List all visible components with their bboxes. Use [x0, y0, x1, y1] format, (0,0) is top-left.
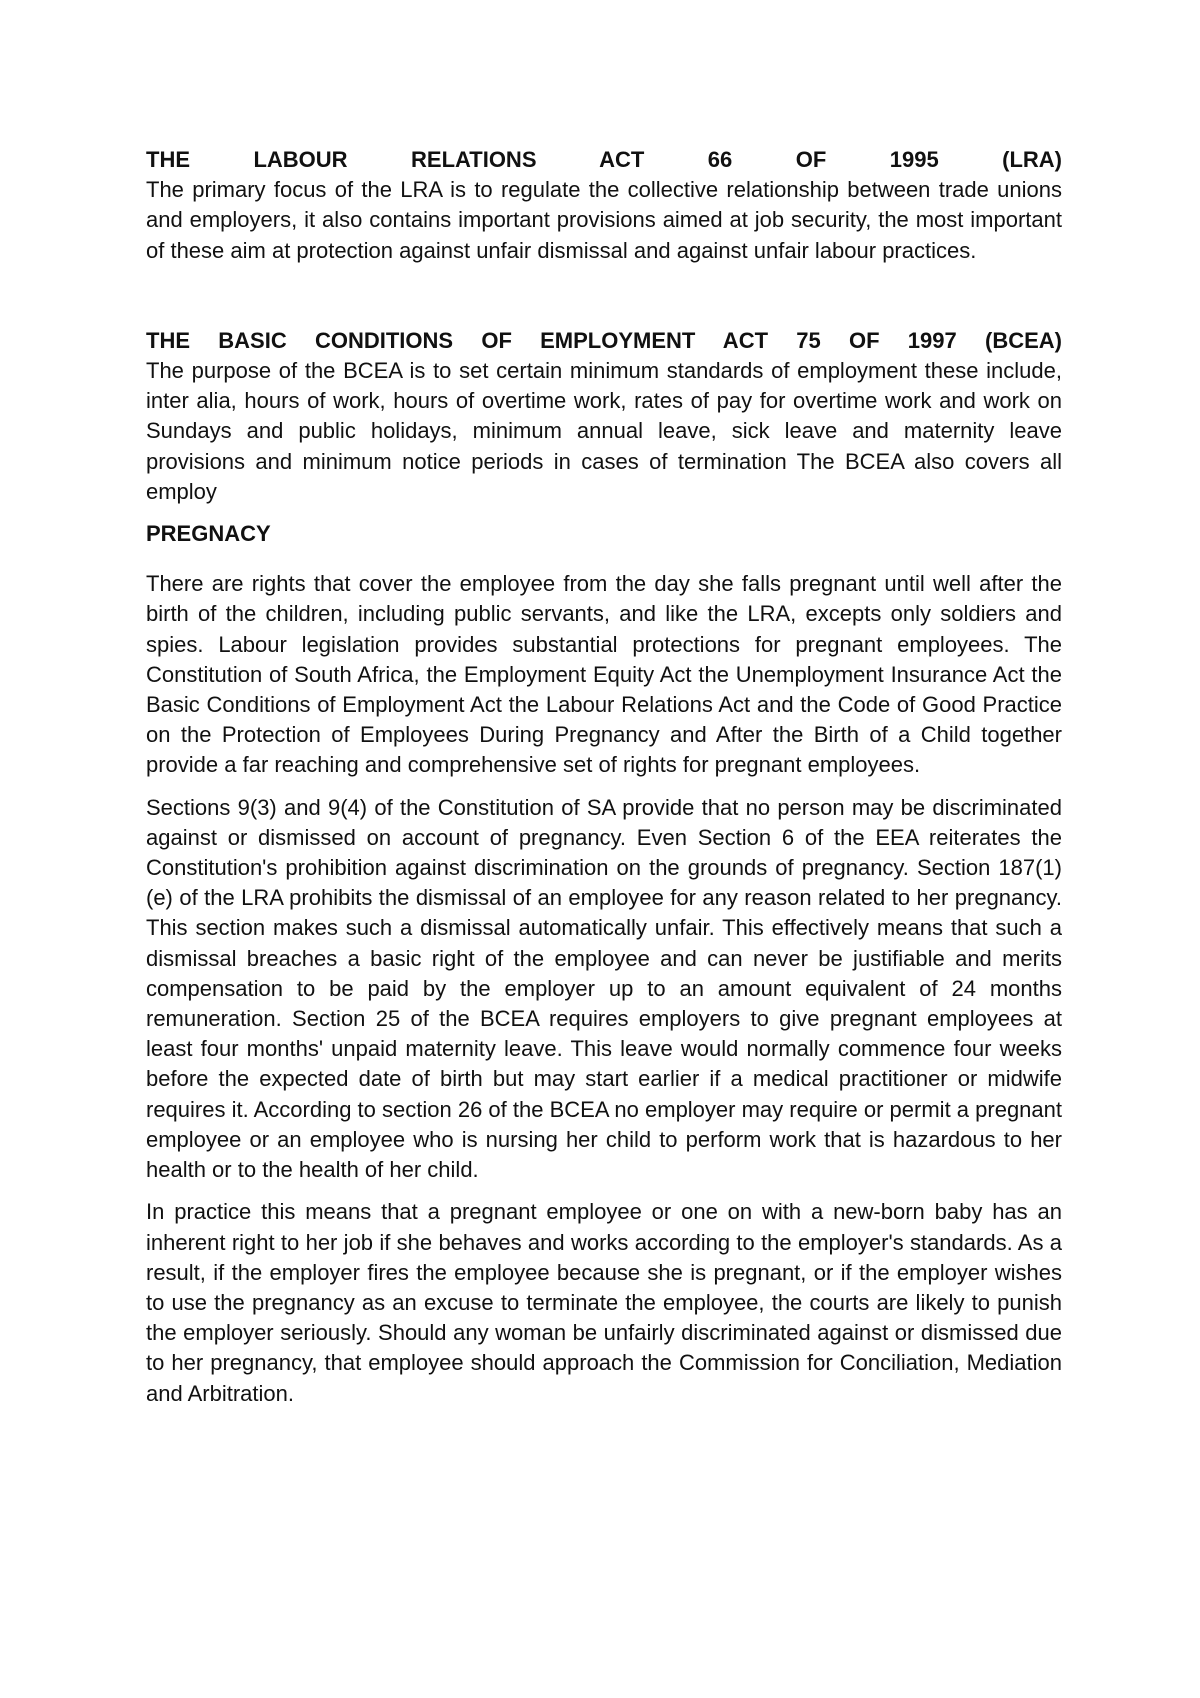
bcea-paragraph: The purpose of the BCEA is to set certain minimum standards of employment these include, inter alia, hours of work, hours of overtime work, rates of pay for overtime work and work on Sundays and public holidays, minimum annual leave, sick leave and maternity leave provisions and minimum notice periods in cases of termination The BCEA also covers all employ [146, 358, 1062, 504]
pregnancy-paragraph-1: There are rights that cover the employee from the day she falls pregnant until well after the birth of the children, including public servants, and like the LRA, excepts only soldiers and spies. Labour legislation provides substantial protections for pregnant employees. The Constitution of South Africa, the Employment Equity Act the Unemployment Insurance Act the Basic Conditions of Employment Act the Labour Relations Act and the Code of Good Practice on the Protection of Employees During Pregnancy and After the Birth of a Child together provide a far reaching and comprehensive set of rights for pregnant employees. [146, 571, 1062, 778]
bcea-heading: THE BASIC CONDITIONS OF EMPLOYMENT ACT 75 OF 1997 (BCEA) [146, 327, 1062, 353]
pregnancy-paragraph-3: In practice this means that a pregnant employee or one on with a new-born baby has an inherent right to her job if she behaves and works according to the employer's standards. As a result, if the employer fires the employee because she is pregnant, or if the employer wishes to use the pregnancy as an excuse to terminate the employee, the courts are likely to punish the employer seriously. Should any woman be unfairly discriminated against or dismissed due to her pregnancy, that employee should approach the Commission for Conciliation, Mediation and Arbitration. [146, 1199, 1062, 1406]
section-spacer [146, 507, 1062, 519]
lra-heading: THE LABOUR RELATIONS ACT 66 OF 1995 (LRA) [146, 147, 1062, 172]
pregnancy-section [146, 519, 1062, 1409]
pregnancy-heading: PREGNACY [146, 521, 271, 547]
pregnancy-paragraph-2: Sections 9(3) and 9(4) of the Constitution of SA provide that no person may be discriminated against or dismissed on account of pregnancy. Even Section 6 of the EEA reiterates the Constitution's prohibition against discrimination on the grounds of pregnancy. Section 187(1)(e) of the LRA prohibits the dismissal of an employee for any reason related to her pregnancy. This section makes such a dismissal automatically unfair. This effectively means that such a dismissal breaches a basic right of the employee and can never be justifiable and merits compensation to be paid by the employer up to an amount equivalent of 24 months remuneration. Section 25 of the BCEA requires employers to give pregnant employees at least four months' unpaid maternity leave. This leave would normally commence four weeks before the expected date of birth but may start earlier if a medical practitioner or midwife requires it. According to section 26 of the BCEA no employer may require or permit a pregnant employee or an employee who is nursing her child to perform work that is hazardous to her health or to the health of her child. [146, 794, 1062, 1183]
paragraph-spacer [146, 781, 1062, 793]
section-spacer [146, 266, 1062, 326]
paragraph-spacer [146, 549, 1062, 569]
lra-paragraph: The primary focus of the LRA is to regulate the collective relationship between trade unions and employers, it also contains important provisions aimed at job security, the most important of these aim at protection against unfair dismissal and against unfair labour practices. [146, 177, 1062, 263]
lra-section [146, 145, 1062, 266]
document-body [146, 145, 1062, 1409]
bcea-section [146, 326, 1062, 507]
paragraph-spacer [146, 1185, 1062, 1197]
